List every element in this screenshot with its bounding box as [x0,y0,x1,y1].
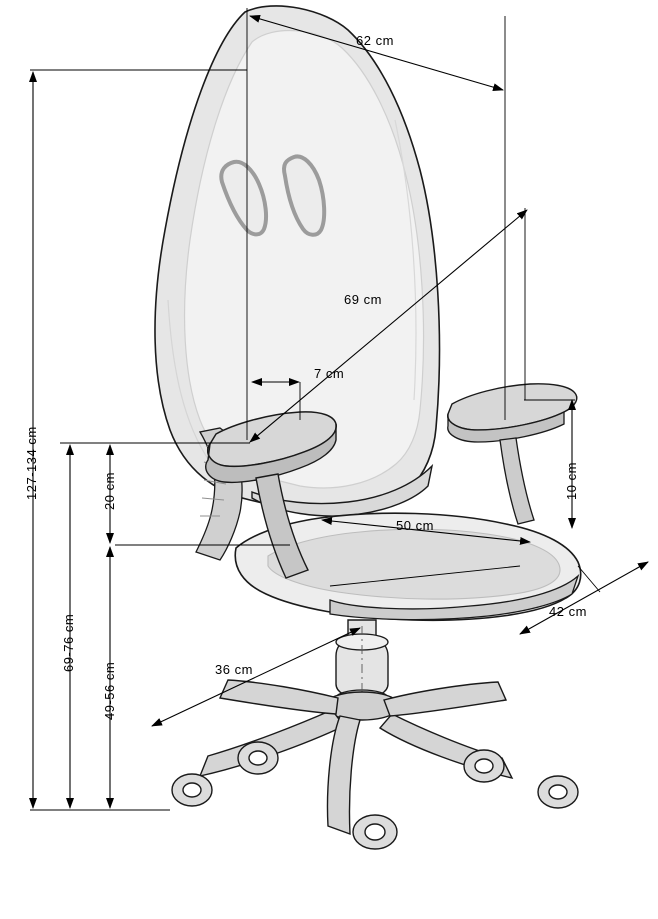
dimension-label-total-height: 127-134 cm [24,426,39,500]
dimension-label-base-diameter: 36 cm [215,662,253,677]
dimension-label-seat-depth: 42 cm [549,604,587,619]
dimension-label-seat-width: 50 cm [396,518,434,533]
dimension-label-depth-top: 62 cm [356,33,394,48]
dimension-label-seat-height: 49-56 cm [102,661,117,720]
dimension-label-backrest-diagonal: 69 cm [344,292,382,307]
chair-graphic [155,6,581,849]
dimension-label-armrest-pad-thickness: 10 cm [564,462,579,500]
dimension-label-backrest-to-seat: 69-76 cm [61,613,76,672]
dimension-label-armrest-offset: 7 cm [314,366,345,381]
dimension-label-armrest-height: 20 cm [102,472,117,510]
